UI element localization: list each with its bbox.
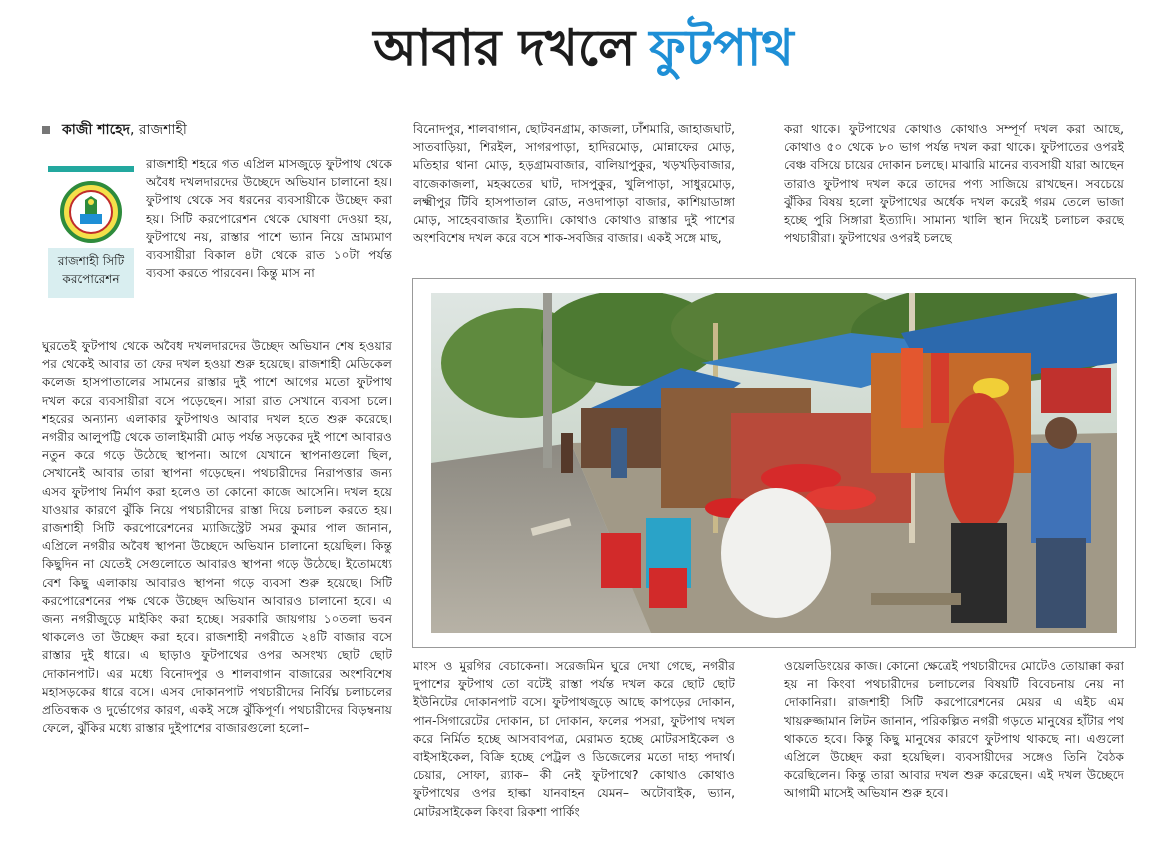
article-column3-top: করা থাকে। ফুটপাথের কোথাও কোথাও সম্পূর্ণ দখল করা আছে, কোথাও ৫০ থেকে ৮০ ভাগ পর্যন্ত দখল করা থাকে। ফুটপাতের ওপরই বেঞ্চ বসিয়ে চায়ের দোকান চলছে। মাঝারি মানের ব্যবসায়ী যারা আছেন তারাও ফুটপাথ দখল করে তাদের পণ্য সাজিয়ে রাখছেন। সবচেয়ে ঝুঁকির বিষয় হলো ফুটপাথের অর্ধেক দখল করেই গরম তেলে ভাজা হচ্ছে পুরি সিঙ্গারা ইত্যাদি। সামান্য খালি স্থান দিয়েই চলাচল করছে পথচারীরা। ফুটপাথের ওপরই চলছে xyxy=(784,122,1124,246)
city-corporation-logo-box xyxy=(48,160,134,298)
market-photo-image xyxy=(431,293,1117,633)
street-market-illustration xyxy=(431,293,1117,633)
city-corporation-emblem-icon xyxy=(58,180,124,244)
headline xyxy=(0,8,1167,88)
logo-top-bar xyxy=(48,166,134,172)
article-column3-bottom: ওয়েলডিংয়ের কাজ। কোনো ক্ষেত্রেই পথচারীদের মোটেও তোয়াক্কা করা হয় না কিংবা পথচারীদের চলাচলের বিষয়টি বিবেচনায় নেয় না দোকানিরা। রাজশাহী সিটি করপোরেশনের মেয়র এ এইচ এম খায়রুজ্জামান লিটন জানান, পরিকল্পিত নগরী গড়তে মানুষের হাঁটার পথ থাকতে হবে। কিন্তু কিছু মানুষের কারণে ফুটপাথ থাকছে না। এগুলো এপ্রিলে উচ্ছেদ করা হয়েছিল। ব্যবসায়ীদের সঙ্গেও তিনি বৈঠক করেছিলেন। কিন্তু তারা আবার দখল শুরু করেছেন। এই দখল উচ্ছেদে আগামী মাসেই অভিযান শুরু হবে। xyxy=(784,659,1124,801)
byline-author: কাজী শাহেদ xyxy=(62,122,130,138)
byline xyxy=(42,120,187,140)
article-column1-intro: রাজশাহী শহরে গত এপ্রিল মাসজুড়ে ফুটপাথ থেকে অবৈধ দখলদারদের উচ্ছেদে অভিযান চালানো হয়। ফুটপাথ থেকে সব ধরনের ব্যবসায়ীকে উচ্ছেদ করা হয়। সিটি করপোরেশন থেকে ঘোষণা দেওয়া হয়, ফুটপাথে নয়, রাস্তার পাশে ভ্যান নিয়ে ভ্রাম্যমাণ ব্যবসায়ীরা বিকাল ৪টা থেকে রাত ১০টা পর্যন্ত ব্যবসা করতে পারবেন। কিন্তু মাস না xyxy=(146,157,392,281)
headline-part1: আবার দখলে xyxy=(373,18,636,77)
logo-caption: রাজশাহী সিটি করপোরেশন xyxy=(48,248,134,298)
article-column1-main: ঘুরতেই ফুটপাথ থেকে অবৈধ দখলদারদের উচ্ছেদ অভিযান শেষ হওয়ার পর থেকেই আবার তা ফের দখল হওয়া শুরু হয়েছে। রাজশাহী মেডিকেল কলেজ হাসপাতালের সামনের রাস্তার দুই পাশে আগের মতো ফুটপাথ দখল করে ব্যবসায়ীরা বসে পড়েছেন। সারা রাত সেখানে ব্যবসা চলে। শহরের অন্যান্য এলাকার ফুটপাথও আবার দখল হতে শুরু করেছে। নগরীর আলুপট্টি থেকে তালাইমারী মোড় পর্যন্ত সড়কের দুই পাশে আবারও নতুন করে গড়ে উঠেছে স্থাপনা। আগে যেখানে স্থাপনাগুলো ছিল, সেখানেই আবার তারা স্থাপনা গড়েছেন। পথচারীদের নিরাপত্তার জন্য এসব ফুটপাথ নির্মাণ করা হলেও তা কোনো কাজে আসেনি। দখল হয়ে যাওয়ার কারণে ঝুঁকি নিয়ে পথচারীদের রাস্তা দিয়ে চলাচল করতে হয়। রাজশাহী সিটি করপোরেশনের ম্যাজিস্ট্রেট সমর কুমার পাল জানান, এপ্রিলে নগরীর অবৈধ স্থাপনা উচ্ছেদে অভিযান চালানো হয়েছিল। কিন্তু কিছুদিন না যেতেই সেগুলোতে আবারও স্থাপনা গড়ে উঠেছে। ইতোমধ্যে বেশ কিছু এলাকায় আবারও স্থাপনা গড়ে ব্যবসা শুরু হয়েছে। সিটি করপোরেশনের পক্ষ থেকে উচ্ছেদ অভিযান আবারও চালানো হবে। এ জন্য নগরীজুড়ে মাইকিং করা হচ্ছে। সরকারি জায়গায় ১০তলা ভবন থাকলেও তা উচ্ছেদ করা হবে। রাজশাহী নগরীতে ২৪টি বাজার বসে রাস্তার দুই ধারে। এ ছাড়াও ফুটপাথের ওপর অসংখ্য ছোট ছোট দোকানপাট। এর মধ্যে বিনোদপুর ও শালবাগান বাজারের অংশবিশেষ মহাসড়কের ধারে বসে। এসব দোকানপাট পথচারীদের নির্বিঘ্ন চলাচলের প্রতিবন্ধক ও দুর্ভোগের কারণ, একই সঙ্গে ঝুঁকিপূর্ণ। পথচারীদের বিড়ম্বনায় ফেলে, ঝুঁকির মধ্যে রাস্তার দুইপাশের বাজারগুলো হলো– xyxy=(42,339,392,736)
bullet-square-icon xyxy=(42,126,50,134)
headline-part2: ফুটপাথ xyxy=(649,18,794,77)
market-photo xyxy=(412,278,1136,648)
article-column2-top: বিনোদপুর, শালবাগান, ছোটবনগ্রাম, কাজলা, ঢাঁশমারি, জাহাজঘাট, সাতবাড়িয়া, শিরইল, সাগরপাড়া, হাদিরমোড়, মোন্নাফের মোড়, মতিহার থানা মোড়, হড়গ্রামবাজার, বালিয়াপুকুর, খড়খড়িবাজার, বাজেকাজলা, মহব্বতের ঘাট, দাসপুকুর, খুলিপাড়া, সাধুরমোড়, লক্ষ্মীপুর টিবি হাসপাতাল রোড, নওদাপাড়া বাজার, কাশিয়াডাঙ্গা মোড়, সাহেববাজার ইত্যাদি। কোথাও কোথাও রাস্তার দুই পাশের অংশবিশেষ দখল করে বসে শাক-সবজির বাজার। একই সঙ্গে মাছ, xyxy=(413,122,735,246)
byline-location: , রাজশাহী xyxy=(129,122,187,138)
article-column2-bottom: মাংস ও মুরগির বেচাকেনা। সরেজমিন ঘুরে দেখা গেছে, নগরীর দুপাশের ফুটপাথ তো বটেই রাস্তা পর্যন্ত দখল করে ছোট ছোট ইউনিটের দোকানপাট বসে। ফুটপাথজুড়ে আছে কাপড়ের দোকান, পান-সিগারেটের দোকান, চা দোকান, ফলের পসরা, ফুটপাথ দখল করে নির্মিত হচ্ছে আসবাবপত্র, মেরামত হচ্ছে মোটরসাইকেল ও বাইসাইকেল, বিক্রি হচ্ছে পেট্রল ও ডিজেলের মতো দাহ্য পদার্থ। চেয়ার, সোফা, র‍্যাক– কী নেই ফুটপাথে? কোথাও কোথাও ফুটপাথের ওপর হাল্কা যানবাহন যেমন– অটোবাইক, ভ্যান, মোটরসাইকেল কিংবা রিকশা পার্কিং xyxy=(413,659,735,819)
